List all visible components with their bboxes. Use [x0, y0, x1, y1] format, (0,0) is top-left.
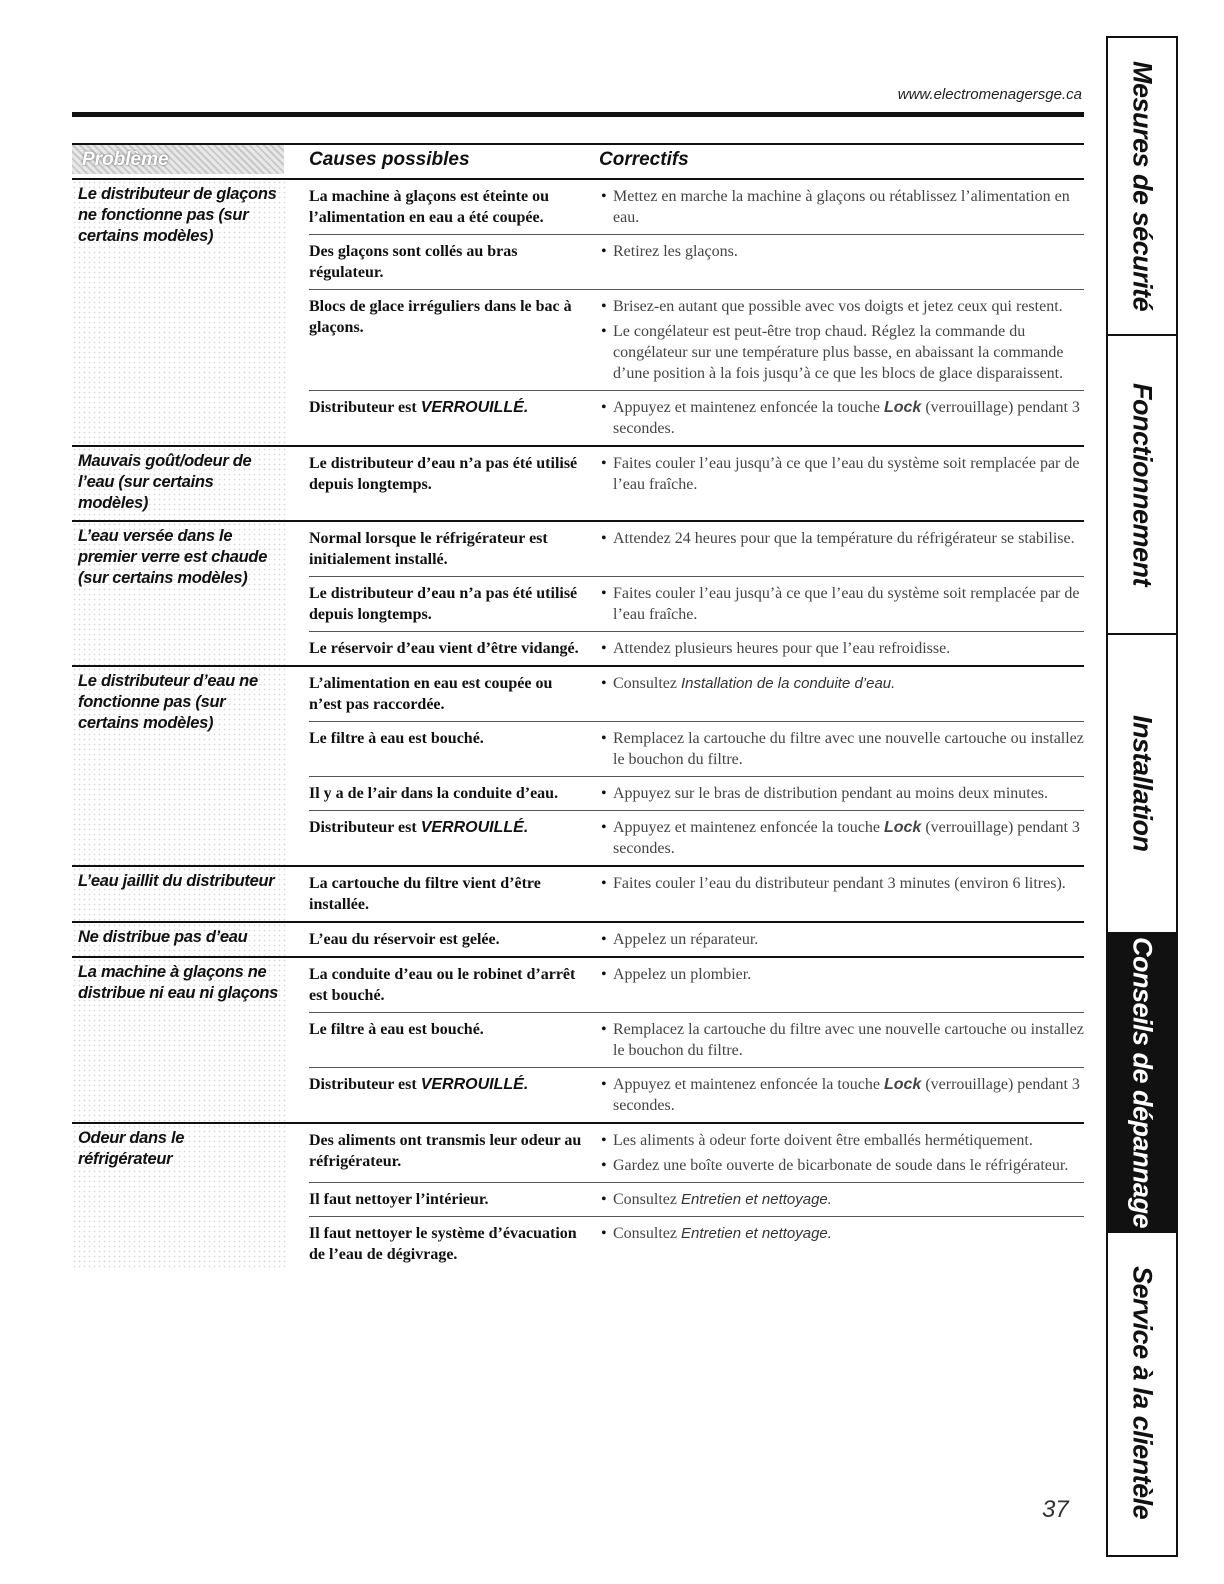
section-tab[interactable]: [1108, 1233, 1176, 1553]
fix-text: Gardez une boîte ouverte de bicarbonate de soude dans le réfrigérateur.: [613, 1157, 1069, 1174]
table-row: [309, 1124, 1084, 1182]
cause-rows: [309, 867, 1084, 921]
fix-text: Attendez 24 heures pour que la température du réfrigérateur se stabilise.: [613, 530, 1075, 547]
fix-item: [599, 964, 1084, 985]
fix-text-end: (verrouillage) pendant 3 secondes.: [613, 819, 1080, 857]
cause-rows: [309, 447, 1084, 520]
table-row: [309, 447, 1084, 501]
cause-text: L’eau du réservoir est gelée.: [309, 931, 500, 948]
table-row: [309, 923, 1084, 956]
cause-cell: [309, 964, 599, 1006]
table-row: [309, 776, 1084, 810]
section-reference: Entretien et nettoyage.: [681, 1191, 832, 1208]
fix-text: Les aliments à odeur forte doivent être emballés hermétiquement.: [613, 1132, 1033, 1149]
fixes-cell: [599, 638, 1084, 659]
fixes-cell: [599, 1074, 1084, 1116]
fix-text: Le congélateur est peut-être trop chaud. Réglez la commande du congélateur sur une température plus basse, en abaissant la commande d’une position à la fois jusqu’à ce que les blocs de glace disparaissent.: [613, 323, 1064, 382]
table-row: [309, 1012, 1084, 1067]
problem-group: [72, 865, 1084, 921]
table-row: [309, 1216, 1084, 1271]
cause-rows: [309, 958, 1084, 1122]
problem-label: Odeur dans le réfrigérateur: [72, 1124, 287, 1271]
fixes-cell: [599, 528, 1084, 570]
cause-cell: [309, 186, 599, 228]
fix-text: Appuyez et maintenez enfoncée la touche: [613, 819, 884, 836]
table-row: [309, 667, 1084, 721]
fix-text: Faites couler l’eau du distributeur pendant 3 minutes (environ 6 litres).: [613, 875, 1066, 892]
problem-label: Le distributeur d’eau ne fonctionne pas (sur certains modèles): [72, 667, 287, 865]
cause-text: Distributeur est: [309, 399, 421, 416]
fix-item: [599, 783, 1084, 804]
fixes-cell: [599, 397, 1084, 439]
cause-rows: [309, 522, 1084, 665]
fix-text: Consultez: [613, 1225, 681, 1242]
cause-rows: [309, 1124, 1084, 1271]
cause-text: Normal lorsque le réfrigérateur est initialement installé.: [309, 530, 548, 568]
fix-item: [599, 296, 1084, 317]
cause-cell: [309, 583, 599, 625]
fix-text: Attendez plusieurs heures pour que l’eau refroidisse.: [613, 640, 951, 657]
section-tab[interactable]: [1108, 38, 1176, 336]
cause-cell: [309, 873, 599, 915]
page-number: 37: [1042, 1496, 1069, 1523]
section-tab[interactable]: [1108, 635, 1176, 934]
table-row: [309, 289, 1084, 390]
header-fixes: Correctifs: [599, 149, 689, 170]
problem-label: L’eau jaillit du distributeur: [72, 867, 287, 921]
cause-text: Distributeur est: [309, 1076, 421, 1093]
cause-cell: [309, 1074, 599, 1116]
fix-text: Appuyez et maintenez enfoncée la touche: [613, 399, 884, 416]
cause-text: Blocs de glace irréguliers dans le bac à glaçons.: [309, 298, 572, 336]
table-row: [309, 1182, 1084, 1216]
cause-text: Distributeur est: [309, 819, 421, 836]
table-row: [309, 576, 1084, 631]
table-row: [309, 721, 1084, 776]
fix-item: [599, 397, 1084, 439]
cause-text: Le filtre à eau est bouché.: [309, 730, 484, 747]
cause-cell: [309, 1019, 599, 1061]
fix-item: [599, 1189, 1084, 1210]
cause-text: Le distributeur d’eau n’a pas été utilisé depuis longtemps.: [309, 455, 578, 493]
cause-text: Il faut nettoyer le système d’évacuation de l’eau de dégivrage.: [309, 1225, 577, 1263]
problem-label: La machine à glaçons ne distribue ni eau ni glaçons: [72, 958, 287, 1122]
cause-text: Des glaçons sont collés au bras régulateur.: [309, 243, 518, 281]
troubleshooting-table: [72, 143, 1084, 1271]
fixes-cell: [599, 453, 1084, 495]
fix-item: [599, 186, 1084, 228]
cause-cell: [309, 528, 599, 570]
cause-cell: [309, 241, 599, 283]
fix-item: [599, 638, 1084, 659]
fix-text: Appuyez sur le bras de distribution pendant au moins deux minutes.: [613, 785, 1049, 802]
table-row: [309, 180, 1084, 234]
cause-cell: [309, 1189, 599, 1210]
fixes-cell: [599, 1130, 1084, 1176]
header-causes: Causes possibles: [309, 149, 470, 170]
problem-group: [72, 956, 1084, 1122]
fix-item: [599, 1074, 1084, 1116]
fix-item: [599, 1155, 1084, 1176]
cause-cell: [309, 397, 599, 439]
problem-group: [72, 1122, 1084, 1271]
fixes-cell: [599, 1223, 1084, 1265]
fix-text: Faites couler l’eau jusqu’à ce que l’eau du système soit remplacée par de l’eau fraîche.: [613, 455, 1080, 493]
key-label: Lock: [883, 1076, 922, 1093]
cause-cell: [309, 673, 599, 715]
fixes-cell: [599, 817, 1084, 859]
problem-label: Le distributeur de glaçons ne fonctionne pas (sur certains modèles): [72, 180, 287, 445]
header-rule: [72, 112, 1084, 117]
fix-text: Appelez un plombier.: [613, 966, 752, 983]
fix-item: [599, 528, 1084, 549]
fix-text-end: (verrouillage) pendant 3 secondes.: [613, 399, 1080, 437]
table-row: [309, 390, 1084, 445]
fix-text: Retirez les glaçons.: [613, 243, 738, 260]
cause-text: L’alimentation en eau est coupée ou n’est pas raccordée.: [309, 675, 553, 713]
cause-text: La cartouche du filtre vient d’être installée.: [309, 875, 541, 913]
table-row: [309, 810, 1084, 865]
fixes-cell: [599, 1189, 1084, 1210]
fix-text: Consultez: [613, 1191, 681, 1208]
cause-text: Le réservoir d’eau vient d’être vidangé.: [309, 640, 579, 657]
cause-cell: [309, 817, 599, 859]
fixes-cell: [599, 929, 1084, 950]
fix-text: Remplacez la cartouche du filtre avec une nouvelle cartouche ou installez le bouchon du filtre.: [613, 730, 1084, 768]
fixes-cell: [599, 296, 1084, 384]
cause-text: Le distributeur d’eau n’a pas été utilisé depuis longtemps.: [309, 585, 578, 623]
fixes-cell: [599, 783, 1084, 804]
website-url: www.electromenagersge.ca: [897, 86, 1082, 103]
table-header: [72, 143, 1084, 178]
fixes-cell: [599, 964, 1084, 1006]
fixes-cell: [599, 873, 1084, 915]
section-tab-label: Fonctionnement: [1127, 383, 1158, 586]
fix-text: Appelez un réparateur.: [613, 931, 759, 948]
fix-item: [599, 728, 1084, 770]
fixes-cell: [599, 673, 1084, 715]
fix-text: Remplacez la cartouche du filtre avec une nouvelle cartouche ou installez le bouchon du filtre.: [613, 1021, 1084, 1059]
table-row: [309, 958, 1084, 1012]
fixes-cell: [599, 1019, 1084, 1061]
table-row: [309, 234, 1084, 289]
section-reference: Installation de la conduite d’eau.: [681, 675, 896, 692]
cause-text: La conduite d’eau ou le robinet d’arrêt est bouché.: [309, 966, 576, 1004]
cause-cell: [309, 783, 599, 804]
fix-item: [599, 817, 1084, 859]
fix-text: Consultez: [613, 675, 681, 692]
header-problem: Problème: [72, 145, 284, 174]
fixes-cell: [599, 728, 1084, 770]
section-tab[interactable]: [1108, 934, 1176, 1233]
problem-group: [72, 445, 1084, 520]
cause-cell: [309, 453, 599, 495]
fix-text: Faites couler l’eau jusqu’à ce que l’eau du système soit remplacée par de l’eau fraîche.: [613, 585, 1080, 623]
table-row: [309, 631, 1084, 665]
fix-item: [599, 1019, 1084, 1061]
fix-item: [599, 929, 1084, 950]
problem-label: Ne distribue pas d’eau: [72, 923, 287, 956]
cause-text: Des aliments ont transmis leur odeur au réfrigérateur.: [309, 1132, 582, 1170]
fix-item: [599, 583, 1084, 625]
cause-emphasis: VERROUILLÉ.: [420, 1076, 529, 1093]
fix-text: Appuyez et maintenez enfoncée la touche: [613, 1076, 884, 1093]
table-row: [309, 1067, 1084, 1122]
fix-item: [599, 1223, 1084, 1244]
fix-text-end: (verrouillage) pendant 3 secondes.: [613, 1076, 1080, 1114]
cause-emphasis: VERROUILLÉ.: [420, 819, 529, 836]
section-tab[interactable]: [1108, 336, 1176, 635]
table-row: [309, 867, 1084, 921]
cause-cell: [309, 929, 599, 950]
fixes-cell: [599, 186, 1084, 228]
fix-item: [599, 873, 1084, 894]
fix-text: Brisez-en autant que possible avec vos doigts et jetez ceux qui restent.: [613, 298, 1063, 315]
cause-text: Il faut nettoyer l’intérieur.: [309, 1191, 489, 1208]
fix-item: [599, 321, 1084, 384]
key-label: Lock: [883, 819, 922, 836]
cause-cell: [309, 1130, 599, 1176]
cause-rows: [309, 180, 1084, 445]
fix-item: [599, 453, 1084, 495]
section-sidebar: [1106, 36, 1178, 1557]
cause-cell: [309, 1223, 599, 1265]
section-tab-label: Conseils de dépannage: [1127, 936, 1158, 1229]
cause-emphasis: VERROUILLÉ.: [420, 399, 529, 416]
fixes-cell: [599, 241, 1084, 283]
cause-rows: [309, 667, 1084, 865]
section-reference: Entretien et nettoyage.: [681, 1225, 832, 1242]
cause-text: Il y a de l’air dans la conduite d’eau.: [309, 785, 559, 802]
section-tab-label: Mesures de sécurité: [1127, 60, 1158, 312]
key-label: Lock: [883, 399, 922, 416]
fix-text: Mettez en marche la machine à glaçons ou rétablissez l’alimentation en eau.: [613, 188, 1070, 226]
table-row: [309, 522, 1084, 576]
problem-group: [72, 921, 1084, 956]
cause-text: La machine à glaçons est éteinte ou l’alimentation en eau a été coupée.: [309, 188, 549, 226]
problem-label: L’eau versée dans le premier verre est chaude (sur certains modèles): [72, 522, 287, 665]
problem-groups: [72, 178, 1084, 1271]
fix-item: [599, 673, 1084, 694]
cause-text: Le filtre à eau est bouché.: [309, 1021, 484, 1038]
problem-group: [72, 665, 1084, 865]
problem-group: [72, 520, 1084, 665]
cause-cell: [309, 638, 599, 659]
section-tab-label: Service à la clientèle: [1127, 1266, 1158, 1520]
section-tab-label: Installation: [1127, 715, 1158, 852]
fixes-cell: [599, 583, 1084, 625]
cause-rows: [309, 923, 1084, 956]
fix-item: [599, 1130, 1084, 1151]
cause-cell: [309, 296, 599, 384]
cause-cell: [309, 728, 599, 770]
problem-label: Mauvais goût/odeur de l’eau (sur certains modèles): [72, 447, 287, 520]
fix-item: [599, 241, 1084, 262]
problem-group: [72, 178, 1084, 445]
